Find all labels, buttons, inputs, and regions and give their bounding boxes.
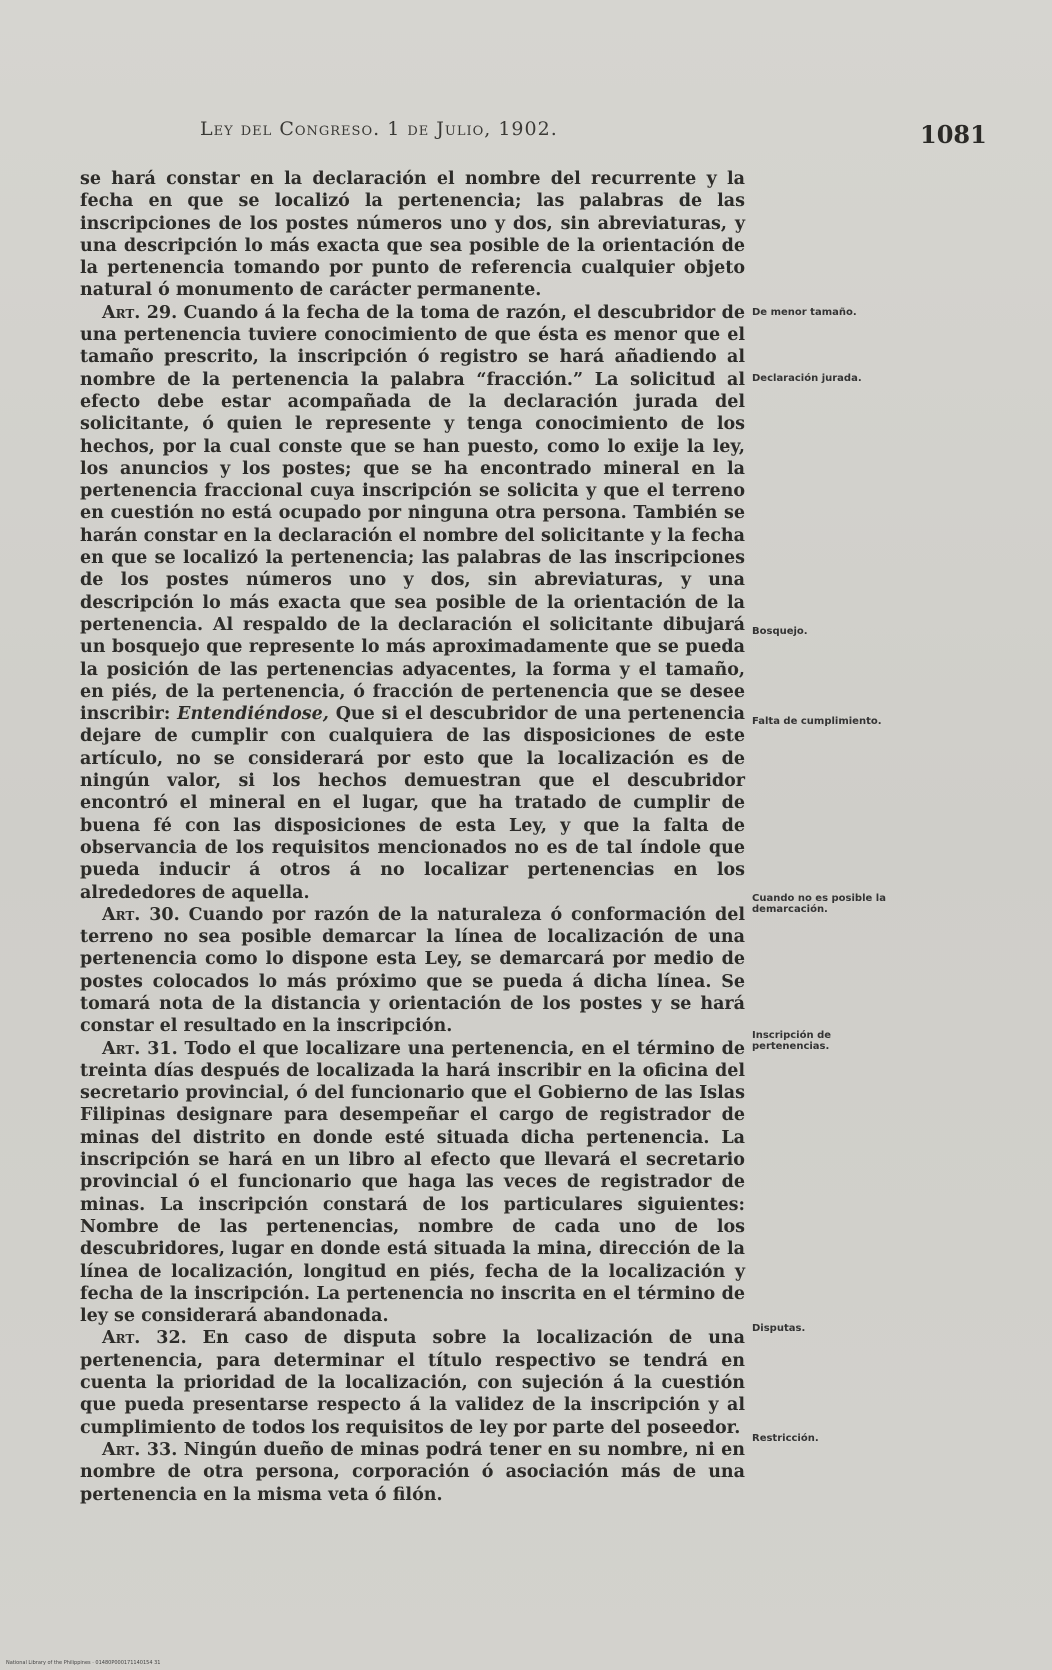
body-text	[80, 168, 745, 1506]
margin-note-cuando-no-posible: Cuando no es posible la demarcación.	[752, 893, 886, 915]
scan-footer: National Library of the Philippines · 01480P000171140154 31	[6, 1660, 161, 1666]
margin-note-falta-cumplimiento: Falta de cumplimiento.	[752, 716, 882, 727]
article-33	[80, 1439, 745, 1506]
article-31	[80, 1038, 745, 1328]
article-33-text: Ningún dueño de minas podrá tener en su nombre, ni en nombre de otra persona, corporación ó asociación más de una pertenencia en la misma veta ó filón.	[80, 1439, 746, 1505]
continued-paragraph: se hará constar en la declaración el nombre del recurrente y la fecha en que se localizó la pertenencia; las palabras de las inscripciones de los postes números uno y dos, sin abreviaturas, y una descripción lo más exacta que sea posible de la orientación de la pertenencia tomando por punto de referencia cualquier objeto natural ó monumento de carácter permanente.	[80, 169, 745, 301]
article-29-text-2: Que si el descubridor de una pertenencia dejare de cumplir con cualquiera de las disposiciones de este artículo, no se considerará por esto que la localización es de ningún valor, si los hechos demuestran que el descubridor encontró el mineral en el lugar, que ha tratado de cumplir de buena fé con las disposiciones de esta Ley, y que la falta de observancia de los requisitos mencionados no es de tal índole que pueda inducir á otros á no localizar pertenencias en los alrededores de aquella.	[80, 704, 746, 903]
article-32	[80, 1327, 745, 1438]
margin-note-bosquejo: Bosquejo.	[752, 626, 808, 637]
article-32-text: En caso de disputa sobre la localización de una pertenencia, para determinar el título respectivo se tendrá en cuenta la prioridad de la localización, con sujeción á la cuestión que pueda presentarse respecto á la validez de la inscripción y al cumplimiento de todos los requisitos de ley por parte del poseedor.	[80, 1328, 745, 1438]
article-30-text: Cuando por razón de la naturaleza ó conformación del terreno no sea posible demarcar la línea de localización de una pertenencia como lo dispone esta Ley, se demarcará por medio de postes colocados lo más próximo que se pueda á dicha línea. Se tomará nota de la distancia y orientación de los postes y se hará constar el resultado en la inscripción.	[80, 904, 745, 1037]
page-number: 1081	[920, 120, 987, 149]
article-30	[80, 904, 745, 1038]
article-29-text: Cuando á la fecha de la toma de razón, el descubridor de una pertenencia tuviere conocimiento de que ésta es menor que el tamaño prescrito, la inscripción ó registro se hará añadiendo al nombre de la pertenencia la palabra “fracción.” La solicitud al efecto debe estar acompañada de la declaración jurada del solicitante, ó quien le represente y tenga conocimiento de los hechos, por la cual conste que se han puesto, como lo exije la ley, los anuncios y los postes; que se ha encontrado mineral en la pertenencia fraccional cuya inscripción se solicita y que el terreno en cuestión no está ocupado por ninguna otra persona. También se harán constar en la declaración el nombre del solicitante y la fecha en que se localizó la pertenencia; las palabras de las inscripciones de los postes números uno y dos, sin abreviaturas, y una descripción lo más exacta que sea posible de la orientación de la pertenencia. Al respaldo de la declaración el solicitante dibujará un bosquejo que represente lo más aproximadamente que se pueda la posición de las pertenencias adyacentes, la forma y el tamaño, en piés, de la pertenencia, ó fracción de pertenencia que se desee inscribir:	[80, 302, 745, 725]
article-31-text: Todo el que localizare una pertenencia, en el término de treinta días después de localizada la hará inscribir en la oficina del secretario provincial, ó del funcionario que el Gobierno de las Islas Filipinas designare para desempeñar el cargo de registrador de minas del distrito en donde esté situada dicha pertenencia. La inscripción se hará en un libro al efecto que llevará el secretario provincial ó el funcionario que haga las veces de registrador de minas. La inscripción constará de los particulares siguientes: Nombre de las pertenencias, nombre de cada uno de los descubridores, lugar en donde está situada la mina, dirección de la línea de localización, longitud en piés, fecha de la localización y fecha de la inscripción. La pertenencia no inscrita en el término de ley se considerará abandonada.	[80, 1038, 745, 1327]
margin-note-disputas: Disputas.	[752, 1323, 806, 1334]
article-29	[80, 302, 745, 904]
margin-note-inscripcion: Inscripción de pertenencias.	[752, 1030, 832, 1052]
margin-note-restriccion: Restricción.	[752, 1433, 819, 1444]
article-32-label: Art. 32.	[102, 1328, 187, 1349]
article-29-label: Art. 29.	[102, 302, 178, 323]
article-30-label: Art. 30.	[102, 904, 180, 925]
margin-note-declaracion-jurada: Declaración jurada.	[752, 373, 862, 384]
article-31-label: Art. 31.	[102, 1038, 178, 1059]
article-33-label: Art. 33.	[102, 1439, 178, 1460]
margin-note-de-menor-tamano: De menor tamaño.	[752, 307, 857, 318]
running-title: Ley del Congreso. 1 de Julio, 1902.	[200, 118, 558, 140]
article-29-italic: Entendiéndose,	[177, 704, 329, 725]
